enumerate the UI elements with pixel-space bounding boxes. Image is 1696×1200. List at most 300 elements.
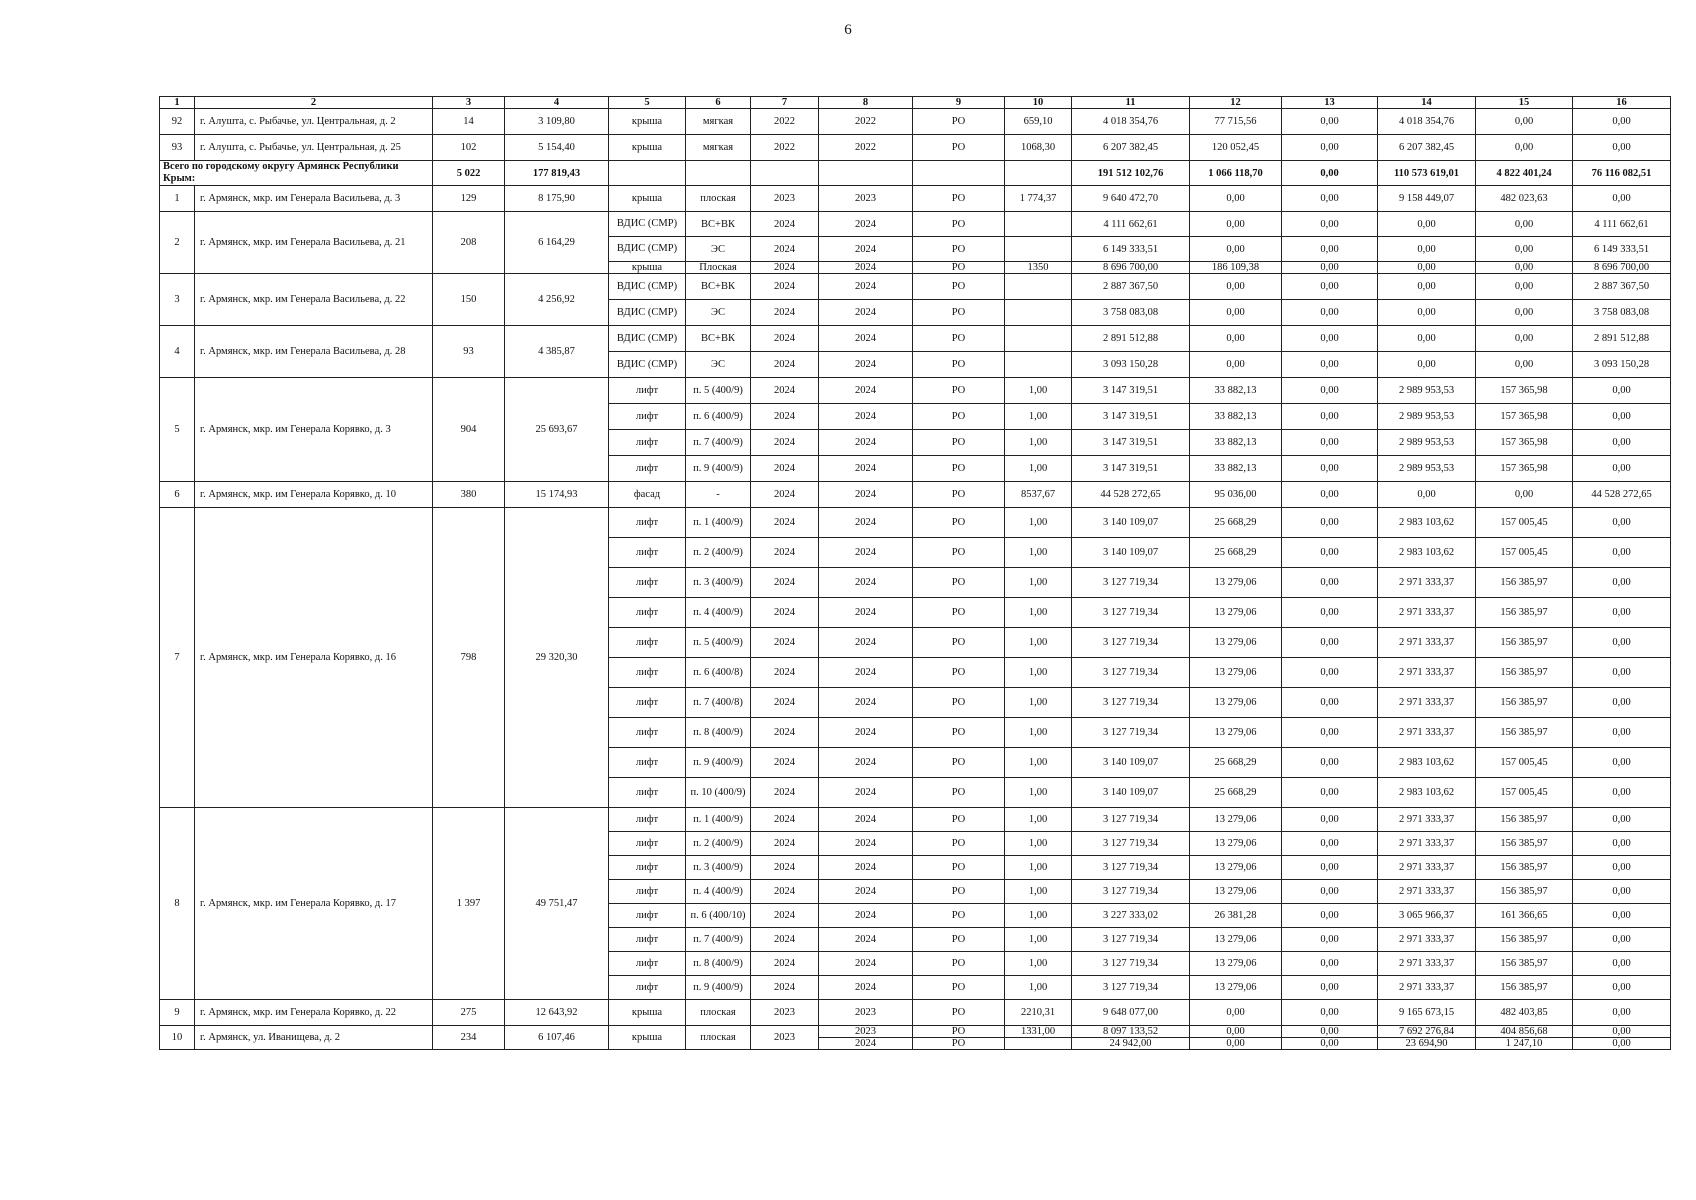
cell: 157 365,98 — [1476, 430, 1573, 456]
cell: 2 989 953,53 — [1378, 378, 1476, 404]
cell: 13 279,06 — [1190, 688, 1282, 718]
cell: 157 365,98 — [1476, 404, 1573, 430]
cell: 33 882,13 — [1190, 378, 1282, 404]
cell: 3 127 719,34 — [1072, 952, 1190, 976]
cell — [1005, 161, 1072, 186]
cell: 2 971 333,37 — [1378, 832, 1476, 856]
cell: 2 971 333,37 — [1378, 598, 1476, 628]
cell: лифт — [609, 928, 686, 952]
cell: 2 971 333,37 — [1378, 628, 1476, 658]
cell: 0,00 — [1573, 1026, 1671, 1038]
cell: 0,00 — [1282, 237, 1378, 262]
cell: 9 165 673,15 — [1378, 1000, 1476, 1026]
cell: 0,00 — [1378, 274, 1476, 300]
table-row — [160, 508, 1671, 538]
cell: 93 — [433, 326, 505, 378]
cell: 0,00 — [1573, 1038, 1671, 1050]
cell: РО — [913, 274, 1005, 300]
cell: ЭС — [686, 237, 751, 262]
cell: 186 109,38 — [1190, 262, 1282, 274]
cell: 3 127 719,34 — [1072, 568, 1190, 598]
cell: плоская — [686, 186, 751, 212]
cell: мягкая — [686, 109, 751, 135]
cell: 1,00 — [1005, 598, 1072, 628]
cell: 2024 — [751, 482, 819, 508]
cell: лифт — [609, 856, 686, 880]
cell: 3 758 083,08 — [1573, 300, 1671, 326]
cell: 275 — [433, 1000, 505, 1026]
cell: 93 — [160, 135, 195, 161]
cell: 2023 — [751, 186, 819, 212]
cell: п. 3 (400/9) — [686, 856, 751, 880]
cell: 2024 — [819, 718, 913, 748]
cell — [1005, 326, 1072, 352]
column-header: 4 — [505, 97, 609, 109]
table-row — [160, 212, 1671, 237]
cell: Плоская — [686, 262, 751, 274]
cell: 110 573 619,01 — [1378, 161, 1476, 186]
cell: 3 127 719,34 — [1072, 688, 1190, 718]
cell: лифт — [609, 430, 686, 456]
cell — [1005, 212, 1072, 237]
cell: п. 6 (400/9) — [686, 404, 751, 430]
cell: 0,00 — [1282, 1026, 1378, 1038]
cell: 0,00 — [1282, 880, 1378, 904]
cell: 156 385,97 — [1476, 658, 1573, 688]
cell: п. 9 (400/9) — [686, 748, 751, 778]
cell: 0,00 — [1378, 237, 1476, 262]
cell: 0,00 — [1282, 508, 1378, 538]
cell: 1 774,37 — [1005, 186, 1072, 212]
cell: 2024 — [819, 237, 913, 262]
cell: РО — [913, 928, 1005, 952]
cell: 3 147 319,51 — [1072, 378, 1190, 404]
cell: 798 — [433, 508, 505, 808]
cell: 2024 — [819, 688, 913, 718]
cell: 2024 — [819, 482, 913, 508]
cell: 25 668,29 — [1190, 538, 1282, 568]
table-row — [160, 326, 1671, 352]
cell: РО — [913, 212, 1005, 237]
cell — [1005, 237, 1072, 262]
cell: 2024 — [819, 568, 913, 598]
cell: 2022 — [751, 135, 819, 161]
cell — [1005, 274, 1072, 300]
cell: 0,00 — [1282, 135, 1378, 161]
cell: 13 279,06 — [1190, 832, 1282, 856]
cell: 0,00 — [1378, 482, 1476, 508]
cell: РО — [913, 904, 1005, 928]
cell: 13 279,06 — [1190, 880, 1282, 904]
cell: 4 822 401,24 — [1476, 161, 1573, 186]
column-header: 10 — [1005, 97, 1072, 109]
address-cell: г. Армянск, ул. Иванищева, д. 2 — [195, 1026, 433, 1050]
cell: 0,00 — [1282, 274, 1378, 300]
cell: 2024 — [819, 262, 913, 274]
cell: 0,00 — [1573, 135, 1671, 161]
cell: 2 971 333,37 — [1378, 880, 1476, 904]
cell: 0,00 — [1282, 856, 1378, 880]
cell: ВС+ВК — [686, 326, 751, 352]
cell: 0,00 — [1190, 1000, 1282, 1026]
cell: 157 365,98 — [1476, 456, 1573, 482]
cell: 150 — [433, 274, 505, 326]
cell: РО — [913, 748, 1005, 778]
cell: п. 7 (400/9) — [686, 928, 751, 952]
cell: 5 — [160, 378, 195, 482]
cell: 156 385,97 — [1476, 568, 1573, 598]
cell: 1,00 — [1005, 538, 1072, 568]
cell: 1,00 — [1005, 928, 1072, 952]
cell: РО — [913, 538, 1005, 568]
cell: РО — [913, 378, 1005, 404]
cell: 1,00 — [1005, 748, 1072, 778]
cell: 1,00 — [1005, 904, 1072, 928]
cell: лифт — [609, 952, 686, 976]
cell: 0,00 — [1190, 237, 1282, 262]
cell: 0,00 — [1378, 262, 1476, 274]
cell: 2024 — [819, 300, 913, 326]
cell: 1,00 — [1005, 778, 1072, 808]
cell: 2022 — [819, 135, 913, 161]
cell: 4 385,87 — [505, 326, 609, 378]
cell: 2022 — [751, 109, 819, 135]
cell: 25 668,29 — [1190, 508, 1282, 538]
cell — [751, 161, 819, 186]
cell: 8 696 700,00 — [1573, 262, 1671, 274]
cell: 0,00 — [1573, 832, 1671, 856]
cell: 3 127 719,34 — [1072, 598, 1190, 628]
cell: РО — [913, 856, 1005, 880]
cell: РО — [913, 658, 1005, 688]
cell: ВДИС (СМР) — [609, 237, 686, 262]
cell: 44 528 272,65 — [1072, 482, 1190, 508]
cell: 129 — [433, 186, 505, 212]
column-header: 5 — [609, 97, 686, 109]
cell: лифт — [609, 748, 686, 778]
cell: 0,00 — [1573, 508, 1671, 538]
cell: ВДИС (СМР) — [609, 352, 686, 378]
cell: 3 109,80 — [505, 109, 609, 135]
cell: 3 127 719,34 — [1072, 628, 1190, 658]
cell: крыша — [609, 109, 686, 135]
cell: 0,00 — [1573, 430, 1671, 456]
cell: 2024 — [751, 928, 819, 952]
cell: ВС+ВК — [686, 212, 751, 237]
cell: 8537,67 — [1005, 482, 1072, 508]
cell: 13 279,06 — [1190, 976, 1282, 1000]
cell: РО — [913, 482, 1005, 508]
cell: 2 971 333,37 — [1378, 928, 1476, 952]
cell: п. 8 (400/9) — [686, 718, 751, 748]
cell: 2024 — [819, 928, 913, 952]
cell: 2024 — [751, 808, 819, 832]
column-header: 11 — [1072, 97, 1190, 109]
cell: 4 018 354,76 — [1072, 109, 1190, 135]
cell: 156 385,97 — [1476, 856, 1573, 880]
cell: 77 715,56 — [1190, 109, 1282, 135]
cell: 0,00 — [1190, 274, 1282, 300]
cell: 0,00 — [1378, 300, 1476, 326]
cell: 2024 — [751, 880, 819, 904]
cell: 2023 — [819, 1000, 913, 1026]
cell: РО — [913, 976, 1005, 1000]
column-header: 7 — [751, 97, 819, 109]
cell: РО — [913, 568, 1005, 598]
cell — [1005, 352, 1072, 378]
cell: 161 366,65 — [1476, 904, 1573, 928]
cell: 156 385,97 — [1476, 880, 1573, 904]
cell: 0,00 — [1190, 1038, 1282, 1050]
cell: лифт — [609, 598, 686, 628]
cell: 5 154,40 — [505, 135, 609, 161]
cell: 2024 — [819, 1038, 913, 1050]
cell: п. 4 (400/9) — [686, 598, 751, 628]
cell: 0,00 — [1476, 352, 1573, 378]
cell: 2024 — [819, 658, 913, 688]
cell: 2 971 333,37 — [1378, 688, 1476, 718]
table-row — [160, 482, 1671, 508]
cell: 2024 — [751, 856, 819, 880]
cell: лифт — [609, 880, 686, 904]
cell: РО — [913, 326, 1005, 352]
cell: 0,00 — [1190, 352, 1282, 378]
cell: 8 — [160, 808, 195, 1000]
cell: крыша — [609, 262, 686, 274]
column-header: 6 — [686, 97, 751, 109]
cell: 0,00 — [1476, 274, 1573, 300]
cell: 9 648 077,00 — [1072, 1000, 1190, 1026]
cell: 2024 — [751, 976, 819, 1000]
cell: п. 7 (400/8) — [686, 688, 751, 718]
cell: крыша — [609, 135, 686, 161]
cell: РО — [913, 508, 1005, 538]
cell: 0,00 — [1282, 300, 1378, 326]
cell: 12 643,92 — [505, 1000, 609, 1026]
cell: 0,00 — [1573, 1000, 1671, 1026]
cell: 156 385,97 — [1476, 832, 1573, 856]
cell: 208 — [433, 212, 505, 274]
cell: 0,00 — [1573, 628, 1671, 658]
cell: 3 — [160, 274, 195, 326]
cell: п. 2 (400/9) — [686, 832, 751, 856]
cell: п. 9 (400/9) — [686, 456, 751, 482]
cell: 0,00 — [1476, 262, 1573, 274]
cell — [686, 161, 751, 186]
cell: 0,00 — [1190, 300, 1282, 326]
cell: 0,00 — [1282, 212, 1378, 237]
cell: 1068,30 — [1005, 135, 1072, 161]
cell: 7 692 276,84 — [1378, 1026, 1476, 1038]
address-cell: г. Армянск, мкр. им Генерала Васильева, д. 22 — [195, 274, 433, 326]
cell: 13 279,06 — [1190, 952, 1282, 976]
cell: п. 10 (400/9) — [686, 778, 751, 808]
cell: 2 971 333,37 — [1378, 976, 1476, 1000]
cell: 2024 — [751, 508, 819, 538]
cell: 3 227 333,02 — [1072, 904, 1190, 928]
cell: 0,00 — [1282, 904, 1378, 928]
cell: 2023 — [751, 1000, 819, 1026]
cell: 2 887 367,50 — [1573, 274, 1671, 300]
cell: 2024 — [751, 778, 819, 808]
column-header: 8 — [819, 97, 913, 109]
cell: 0,00 — [1573, 109, 1671, 135]
cell: 25 668,29 — [1190, 778, 1282, 808]
cell: 1,00 — [1005, 808, 1072, 832]
cell: 0,00 — [1573, 748, 1671, 778]
table-row — [160, 274, 1671, 300]
cell: 6 149 333,51 — [1573, 237, 1671, 262]
cell: 2024 — [751, 274, 819, 300]
cell: 380 — [433, 482, 505, 508]
column-header: 9 — [913, 97, 1005, 109]
cell: 1,00 — [1005, 718, 1072, 748]
cell: 2 — [160, 212, 195, 274]
cell: 25 693,67 — [505, 378, 609, 482]
cell: 2024 — [819, 856, 913, 880]
cell: 2024 — [751, 212, 819, 237]
page-number: 6 — [844, 22, 852, 38]
cell: 2 983 103,62 — [1378, 508, 1476, 538]
cell: 25 668,29 — [1190, 748, 1282, 778]
cell: 0,00 — [1282, 109, 1378, 135]
cell: 3 127 719,34 — [1072, 832, 1190, 856]
cell — [819, 161, 913, 186]
cell: 0,00 — [1573, 378, 1671, 404]
cell: 0,00 — [1282, 1000, 1378, 1026]
cell: 156 385,97 — [1476, 952, 1573, 976]
cell: - — [686, 482, 751, 508]
cell: 1,00 — [1005, 976, 1072, 1000]
cell: 0,00 — [1282, 1038, 1378, 1050]
cell: 3 093 150,28 — [1573, 352, 1671, 378]
cell: 3 127 719,34 — [1072, 856, 1190, 880]
column-header: 2 — [195, 97, 433, 109]
cell: 0,00 — [1476, 135, 1573, 161]
cell: РО — [913, 880, 1005, 904]
cell: 0,00 — [1282, 482, 1378, 508]
cell: 659,10 — [1005, 109, 1072, 135]
cell: РО — [913, 352, 1005, 378]
cell: лифт — [609, 568, 686, 598]
address-cell: г. Алушта, с. Рыбачье, ул. Центральная, д. 25 — [195, 135, 433, 161]
cell: лифт — [609, 904, 686, 928]
cell: п. 5 (400/9) — [686, 378, 751, 404]
cell: 0,00 — [1190, 1026, 1282, 1038]
cell: 0,00 — [1282, 404, 1378, 430]
cell: 2024 — [819, 748, 913, 778]
cell: 0,00 — [1282, 952, 1378, 976]
cell: 0,00 — [1282, 718, 1378, 748]
cell: 4 111 662,61 — [1072, 212, 1190, 237]
cell: 0,00 — [1573, 456, 1671, 482]
cell: 3 140 109,07 — [1072, 538, 1190, 568]
cell: 0,00 — [1282, 658, 1378, 688]
cell: РО — [913, 778, 1005, 808]
cell: 3 140 109,07 — [1072, 508, 1190, 538]
cell: РО — [913, 832, 1005, 856]
cell: п. 6 (400/10) — [686, 904, 751, 928]
column-header: 1 — [160, 97, 195, 109]
cell: п. 5 (400/9) — [686, 628, 751, 658]
cell: 1,00 — [1005, 378, 1072, 404]
cell: 157 005,45 — [1476, 508, 1573, 538]
cell: 4 111 662,61 — [1573, 212, 1671, 237]
cell: лифт — [609, 688, 686, 718]
cell: 8 097 133,52 — [1072, 1026, 1190, 1038]
cell: 0,00 — [1573, 718, 1671, 748]
cell: 13 279,06 — [1190, 718, 1282, 748]
cell: ВС+ВК — [686, 274, 751, 300]
cell: 0,00 — [1282, 262, 1378, 274]
cell: лифт — [609, 778, 686, 808]
cell: 177 819,43 — [505, 161, 609, 186]
cell — [913, 161, 1005, 186]
cell: 2024 — [819, 326, 913, 352]
cell: 24 942,00 — [1072, 1038, 1190, 1050]
cell: 102 — [433, 135, 505, 161]
cell: п. 1 (400/9) — [686, 508, 751, 538]
cell: 44 528 272,65 — [1573, 482, 1671, 508]
cell: 2024 — [751, 748, 819, 778]
cell: 1 066 118,70 — [1190, 161, 1282, 186]
cell: 0,00 — [1282, 352, 1378, 378]
cell: РО — [913, 262, 1005, 274]
cell: 120 052,45 — [1190, 135, 1282, 161]
cell: РО — [913, 688, 1005, 718]
table-row — [160, 135, 1671, 161]
cell: лифт — [609, 508, 686, 538]
cell: 9 — [160, 1000, 195, 1026]
cell: 156 385,97 — [1476, 598, 1573, 628]
cell: РО — [913, 1026, 1005, 1038]
cell: ВДИС (СМР) — [609, 274, 686, 300]
cell: 2024 — [751, 378, 819, 404]
cell — [1005, 1038, 1072, 1050]
cell: 6 — [160, 482, 195, 508]
cell: 904 — [433, 378, 505, 482]
table-row — [160, 1000, 1671, 1026]
cell: 0,00 — [1573, 186, 1671, 212]
cell: 0,00 — [1573, 808, 1671, 832]
cell: 3 758 083,08 — [1072, 300, 1190, 326]
cell: 2024 — [751, 904, 819, 928]
table-row — [160, 808, 1671, 832]
cell: крыша — [609, 186, 686, 212]
table-row — [160, 378, 1671, 404]
cell: 0,00 — [1378, 352, 1476, 378]
cell: 92 — [160, 109, 195, 135]
cell: 1,00 — [1005, 508, 1072, 538]
cell: п. 2 (400/9) — [686, 538, 751, 568]
cell: 2024 — [751, 237, 819, 262]
cell: 4 — [160, 326, 195, 378]
cell: 0,00 — [1476, 482, 1573, 508]
cell: п. 9 (400/9) — [686, 976, 751, 1000]
cell: РО — [913, 952, 1005, 976]
cell: 0,00 — [1282, 928, 1378, 952]
address-cell: г. Армянск, мкр. им Генерала Васильева, д. 28 — [195, 326, 433, 378]
cell: 26 381,28 — [1190, 904, 1282, 928]
cell: 10 — [160, 1026, 195, 1050]
cell: 13 279,06 — [1190, 568, 1282, 598]
cell: п. 7 (400/9) — [686, 430, 751, 456]
cell: 2024 — [751, 658, 819, 688]
cell: 157 365,98 — [1476, 378, 1573, 404]
column-header: 12 — [1190, 97, 1282, 109]
cell: 2 887 367,50 — [1072, 274, 1190, 300]
table-row — [160, 1026, 1671, 1038]
